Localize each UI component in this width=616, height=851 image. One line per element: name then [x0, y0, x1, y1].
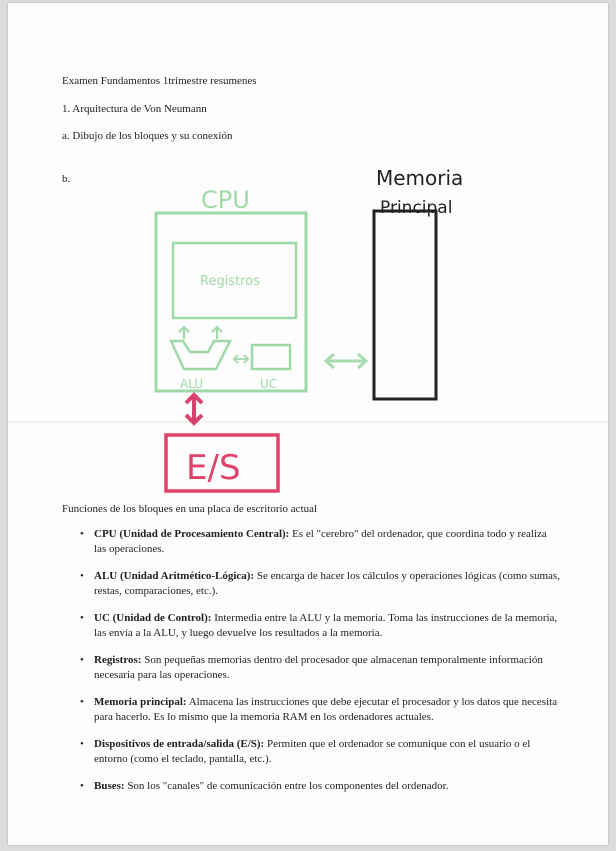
- functions-heading: Funciones de los bloques en una placa de escritorio actual: [62, 503, 318, 515]
- registers-label: Registros: [200, 274, 260, 289]
- functions-list: [80, 527, 560, 806]
- cpu-label: CPU: [201, 186, 250, 214]
- function-term: UC (Unidad de Control):: [94, 612, 212, 624]
- function-term: Registros:: [94, 654, 142, 666]
- function-description: Permiten que el ordenador se comunique con el usuario o el entorno (como el teclado, pantalla, etc.).: [94, 738, 531, 765]
- section-heading: 1. Arquitectura de Von Neumann: [62, 103, 207, 115]
- function-item: [80, 737, 560, 767]
- function-description: Intermedia entre la ALU y la memoria. Toma las instrucciones de la memoria, las envía a la ALU, y luego devuelve los resultados a la memoria.: [94, 612, 558, 639]
- function-term: Dispositivos de entrada/salida (E/S):: [94, 738, 265, 750]
- alu-label: ALU: [180, 377, 204, 391]
- memory-label: Memoria: [376, 166, 464, 190]
- cpu-memory-arrow: [326, 354, 366, 368]
- function-item: [80, 527, 560, 557]
- von-neumann-diagram: [8, 3, 608, 503]
- memory-label-principal: Principal: [380, 198, 453, 218]
- function-description: Es el "cerebro" del ordenador, que coordina todo y realiza las operaciones.: [94, 528, 547, 555]
- function-term: ALU (Unidad Aritmético-Lógica):: [94, 570, 255, 582]
- document-title: Examen Fundamentos 1trimestre resumenes: [62, 75, 257, 87]
- function-item: [80, 569, 560, 599]
- io-label: E/S: [186, 448, 241, 488]
- cpu-io-arrow: [186, 395, 202, 423]
- document-page: [8, 3, 608, 845]
- memory-block: [374, 211, 436, 399]
- function-item: [80, 779, 560, 794]
- function-description: Son los "canales" de comunicación entre los componentes del ordenador.: [124, 780, 449, 792]
- uc-label: UC: [260, 377, 278, 391]
- cpu-block: [156, 213, 306, 391]
- function-item: [80, 653, 560, 683]
- function-description: Almacena las instrucciones que debe ejecutar el procesador y los datos que necesita para hacerlo. Es lo mismo que la memoria RAM en los ordenadores actuales.: [94, 696, 558, 723]
- function-item: [80, 611, 560, 641]
- function-description: Son pequeñas memorias dentro del procesador que almacenan temporalmente información necesaria para las operaciones.: [94, 654, 543, 681]
- function-item: [80, 695, 560, 725]
- function-term: Buses:: [94, 780, 125, 792]
- function-term: CPU (Unidad de Procesamiento Central):: [94, 528, 290, 540]
- function-term: Memoria principal:: [94, 696, 187, 708]
- item-a-heading: a. Dibujo de los bloques y su conexión: [62, 130, 233, 142]
- function-description: Se encarga de hacer los cálculos y operaciones lógicas (como sumas, restas, comparaciones, etc.).: [94, 570, 560, 597]
- item-b-label: b.: [62, 173, 71, 185]
